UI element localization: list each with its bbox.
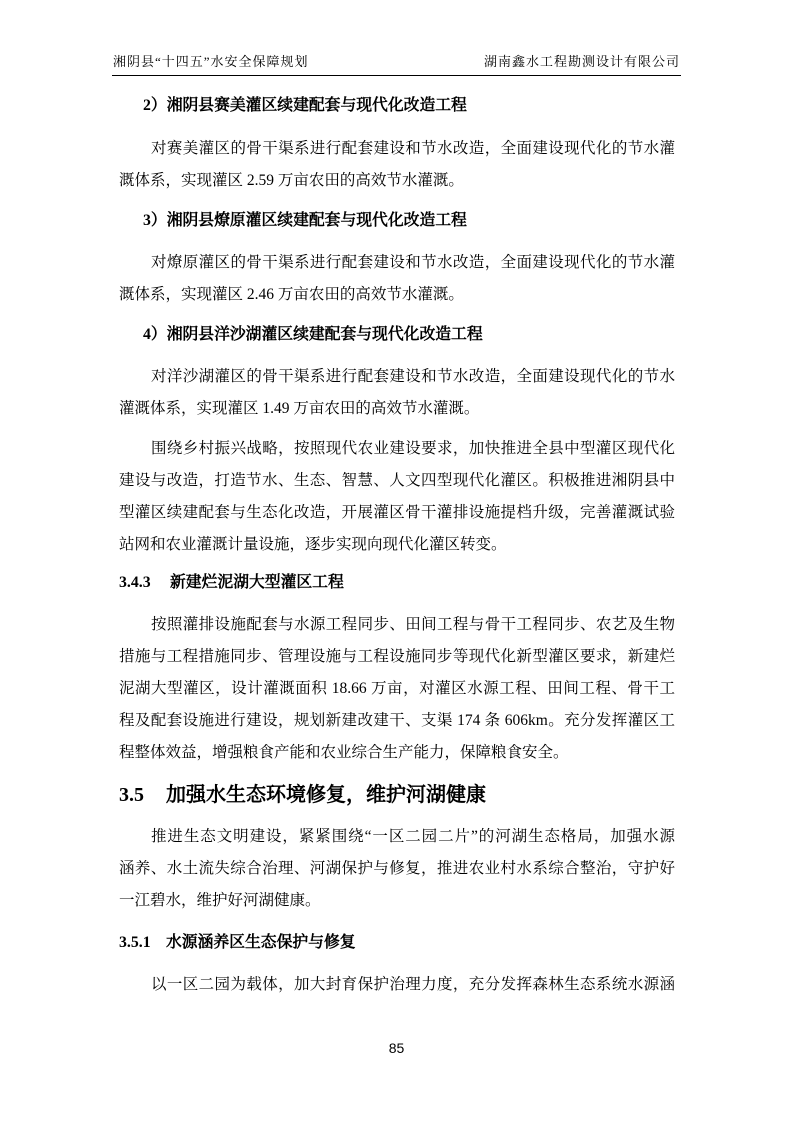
- section-title: 加强水生态环境修复，维护河湖健康: [166, 784, 486, 806]
- paragraph-line: 一江碧水，维护好河湖健康。: [119, 892, 321, 909]
- page-number: 85: [388, 1040, 405, 1056]
- section-heading-3-4-3: [0, 573, 793, 593]
- paragraph-line: 建设与改造，打造节水、生态、智慧、人文四型现代化灌区。积极推进湘阴县中: [119, 472, 675, 489]
- item-heading: 3）湘阴县燎原灌区续建配套与现代化改造工程: [143, 212, 467, 229]
- paragraph-line: 溉体系，实现灌区 2.46 万亩农田的高效节水灌溉。: [119, 286, 464, 303]
- header-document-title: 湘阴县“十四五”水安全保障规划: [113, 54, 309, 69]
- paragraph-line: 对燎原灌区的骨干渠系进行配套建设和节水改造，全面建设现代化的节水灌: [151, 254, 675, 271]
- paragraph-line: 泥湖大型灌区，设计灌溉面积 18.66 万亩，对灌区水源工程、田间工程、骨干工: [119, 680, 675, 697]
- section-number: 3.5.1: [119, 934, 151, 951]
- header-rule: [112, 75, 681, 76]
- paragraph-line: 推进生态文明建设，紧紧围绕“一区二园二片”的河湖生态格局，加强水源: [151, 828, 675, 845]
- paragraph-line: 程及配套设施进行建设，规划新建改建干、支渠 174 条 606km。充分发挥灌区工: [119, 712, 675, 729]
- paragraph-line: 措施与工程措施同步、管理设施与工程设施同步等现代化新型灌区要求，新建烂: [119, 648, 675, 665]
- item-heading: 4）湘阴县洋沙湖灌区续建配套与现代化改造工程: [143, 326, 483, 343]
- header-company-name: 湖南鑫水工程勘测设计有限公司: [483, 54, 680, 69]
- paragraph-line: 灌溉体系，实现灌区 1.49 万亩农田的高效节水灌溉。: [119, 400, 480, 417]
- paragraph-line: 按照灌排设施配套与水源工程同步、田间工程与骨干工程同步、农艺及生物: [151, 616, 675, 633]
- paragraph-line: 对赛美灌区的骨干渠系进行配套建设和节水改造，全面建设现代化的节水灌: [151, 140, 675, 157]
- item-heading: 2）湘阴县赛美灌区续建配套与现代化改造工程: [143, 97, 467, 114]
- paragraph-line: 型灌区续建配套与生态化改造，开展灌区骨干灌排设施提档升级，完善灌溉试验: [119, 504, 675, 521]
- section-number: 3.4.3: [119, 574, 151, 591]
- section-title: 新建烂泥湖大型灌区工程: [170, 574, 344, 591]
- section-number: 3.5: [119, 784, 144, 806]
- paragraph-line: 涵养、水土流失综合治理、河湖保护与修复，推进农业村水系综合整治，守护好: [119, 860, 675, 877]
- paragraph-line: 围绕乡村振兴战略，按照现代农业建设要求，加快推进全县中型灌区现代化: [151, 440, 675, 457]
- paragraph-line: 站网和农业灌溉计量设施，逐步实现向现代化灌区转变。: [119, 536, 507, 553]
- section-heading-3-5-1: [0, 933, 793, 953]
- paragraph-line: 溉体系，实现灌区 2.59 万亩农田的高效节水灌溉。: [119, 172, 464, 189]
- paragraph-line: 对洋沙湖灌区的骨干渠系进行配套建设和节水改造，全面建设现代化的节水: [151, 368, 675, 385]
- paragraph-line: 程整体效益，增强粮食产能和农业综合生产能力，保障粮食安全。: [119, 744, 569, 761]
- section-title: 水源涵养区生态保护与修复: [166, 934, 356, 951]
- section-heading-3-5: [0, 782, 793, 808]
- paragraph-line: 以一区二园为载体，加大封育保护治理力度，充分发挥森林生态系统水源涵: [151, 976, 675, 993]
